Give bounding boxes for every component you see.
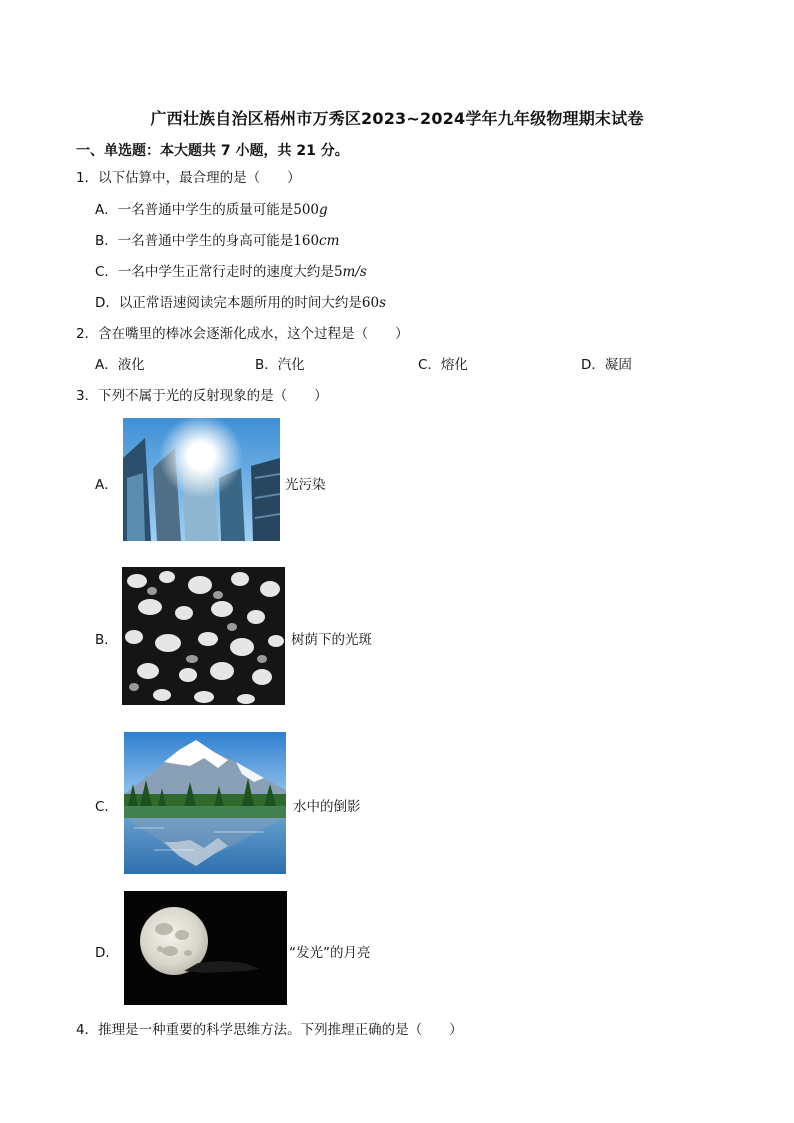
q1-option-a-value: 500	[293, 202, 320, 218]
q3-option-d-letter: D．	[95, 945, 119, 961]
q2-option-d: D．凝固	[581, 357, 632, 373]
q2-option-a: A．液化	[95, 357, 145, 373]
q1-option-c-value: 5	[333, 264, 343, 280]
moon-photo	[124, 891, 287, 1005]
q1-option-b-text: B．一名普通中学生的身高可能是	[95, 233, 294, 249]
q1-option-c-unit: m/s	[342, 264, 367, 280]
q1-option-d-unit: s	[379, 295, 387, 311]
q1-option-d-text: D．以正常语速阅读完本题所用的时间大约是	[95, 295, 362, 311]
q1-option-a-unit: g	[319, 202, 328, 218]
question-4-stem: 4．推理是一种重要的科学思维方法。下列推理正确的是（ ）	[76, 1022, 463, 1038]
q3-option-d-caption: “发光”的月亮	[289, 945, 371, 961]
question-1-stem: 1．以下估算中，最合理的是（ ）	[76, 170, 301, 186]
mountain-reflection-photo	[124, 732, 286, 874]
q1-option-c-text: C．一名中学生正常行走时的速度大约是	[95, 264, 334, 280]
q1-option-c	[95, 260, 367, 280]
q3-option-a-letter: A．	[95, 477, 118, 493]
q1-option-b-unit: cm	[319, 233, 340, 249]
question-2-stem: 2．含在嘴里的棒冰会逐渐化成水，这个过程是（ ）	[76, 326, 409, 342]
light-pollution-photo	[123, 418, 280, 541]
question-3-stem: 3．下列不属于光的反射现象的是（ ）	[76, 388, 328, 404]
q1-option-d	[95, 291, 386, 311]
page-title: 广西壮族自治区梧州市万秀区2023~2024学年九年级物理期末试卷	[150, 109, 644, 128]
tree-shade-light-spots-photo	[122, 567, 285, 705]
q1-option-d-value: 60	[361, 295, 380, 311]
q1-option-b	[95, 229, 339, 249]
q3-option-b-letter: B．	[95, 632, 118, 648]
q1-option-a	[95, 198, 328, 218]
q3-option-b-caption: 树荫下的光斑	[291, 632, 372, 648]
q2-option-c: C．熔化	[418, 357, 468, 373]
q1-option-b-value: 160	[293, 233, 320, 249]
q1-option-a-text: A．一名普通中学生的质量可能是	[95, 202, 294, 218]
q3-option-c-caption: 水中的倒影	[293, 799, 361, 815]
q3-option-a-caption: 光污染	[285, 477, 326, 493]
q2-option-b: B．汽化	[255, 357, 305, 373]
q3-option-c-letter: C．	[95, 799, 118, 815]
section-heading: 一、单选题：本大题共 7 小题，共 21 分。	[76, 143, 349, 159]
